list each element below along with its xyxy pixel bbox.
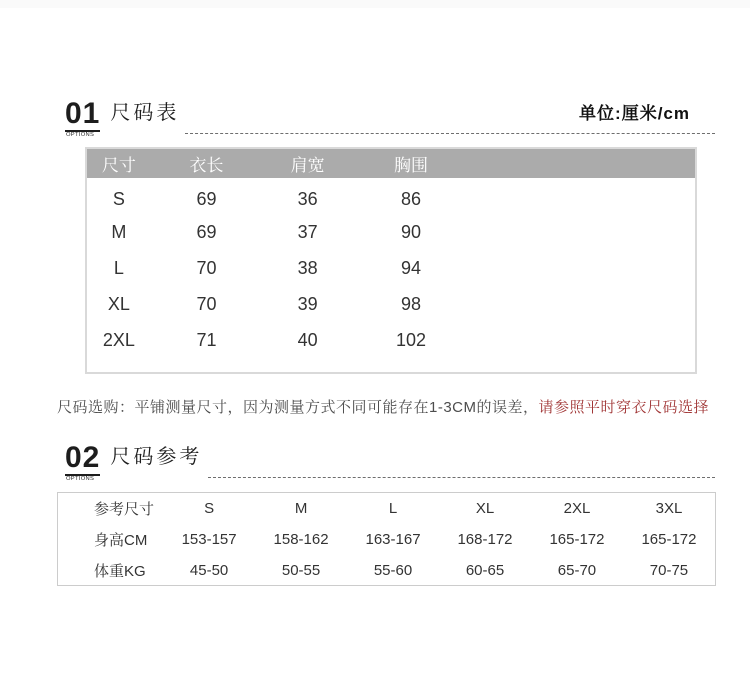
height-row-label: 身高CM xyxy=(94,532,148,549)
section-02-number-block xyxy=(65,441,101,482)
height-row xyxy=(58,524,715,555)
header-cell-bust: 胸围 xyxy=(394,156,429,175)
section-02-header xyxy=(65,440,715,482)
height-value: 165-172 xyxy=(641,531,697,548)
weight-value: 60-65 xyxy=(465,562,505,579)
ref-size-col: XL xyxy=(475,500,495,517)
height-value: 163-167 xyxy=(365,531,421,548)
ref-size-col: 2XL xyxy=(563,500,591,517)
weight-value: 65-70 xyxy=(557,562,597,579)
header-cell-shoulder: 肩宽 xyxy=(290,156,325,175)
height-value: 158-162 xyxy=(273,531,329,548)
cell-shoulder: 37 xyxy=(297,221,318,242)
height-value: 168-172 xyxy=(457,531,513,548)
cell-shoulder: 36 xyxy=(297,188,318,209)
section-01-caption: OPTIONS xyxy=(66,131,95,138)
size-reference-table xyxy=(57,492,716,586)
cell-bust: 94 xyxy=(401,257,422,278)
weight-value: 45-50 xyxy=(189,562,229,579)
cell-bust: 90 xyxy=(401,221,422,242)
cell-length: 71 xyxy=(196,329,217,350)
weight-value: 70-75 xyxy=(649,562,689,579)
section-01-title: 尺码表 xyxy=(110,102,180,124)
cell-size: XL xyxy=(107,293,130,314)
size-row-l xyxy=(87,250,695,286)
cell-length: 69 xyxy=(196,188,217,209)
section-01-header xyxy=(65,96,715,138)
size-chart-table xyxy=(85,147,697,374)
note-highlight: 请参照平时穿衣尺码选择 xyxy=(538,399,710,416)
cell-shoulder: 40 xyxy=(297,329,318,350)
top-divider-strip xyxy=(0,0,750,8)
cell-length: 70 xyxy=(196,293,217,314)
size-row-s xyxy=(87,178,695,214)
cell-bust: 98 xyxy=(401,293,422,314)
weight-row-label: 体重KG xyxy=(94,563,146,580)
ref-size-col: 3XL xyxy=(655,500,683,517)
cell-shoulder: 38 xyxy=(297,257,318,278)
cell-size: M xyxy=(111,221,127,242)
section-01-number: 01 xyxy=(65,97,101,130)
ref-size-col: M xyxy=(294,500,308,517)
cell-bust: 86 xyxy=(401,188,422,209)
size-row-xl xyxy=(87,286,695,322)
header-cell-length: 衣长 xyxy=(189,156,224,175)
ref-size-col: S xyxy=(204,500,215,517)
cell-shoulder: 39 xyxy=(297,293,318,314)
weight-value: 55-60 xyxy=(373,562,413,579)
section-01-number-block xyxy=(65,97,101,138)
header-cell-size: 尺寸 xyxy=(101,156,136,175)
size-table-header-row xyxy=(87,149,695,178)
cell-size: S xyxy=(112,188,125,209)
ref-size-col: L xyxy=(388,500,398,517)
section-01-divider-line xyxy=(185,133,715,134)
section-02-title: 尺码参考 xyxy=(110,446,203,468)
size-row-m xyxy=(87,214,695,250)
section-02-caption: OPTIONS xyxy=(66,475,95,482)
height-value: 165-172 xyxy=(549,531,605,548)
unit-label: 单位:厘米/cm xyxy=(579,104,690,123)
height-value: 153-157 xyxy=(181,531,237,548)
note-text: 尺码选购：平铺测量尺寸，因为测量方式不同可能存在1-3CM的误差， xyxy=(57,399,539,416)
section-02-number: 02 xyxy=(65,441,101,474)
weight-row xyxy=(58,555,715,586)
cell-size: L xyxy=(113,257,124,278)
reference-header-row xyxy=(58,493,715,524)
ref-label-header: 参考尺寸 xyxy=(94,501,155,518)
header-cell-filler xyxy=(469,149,695,178)
size-selection-note xyxy=(57,397,709,418)
size-row-2xl xyxy=(87,322,695,358)
cell-size: 2XL xyxy=(102,329,135,350)
cell-length: 69 xyxy=(196,221,217,242)
cell-length: 70 xyxy=(196,257,217,278)
cell-bust: 102 xyxy=(396,329,427,350)
weight-value: 50-55 xyxy=(281,562,321,579)
section-02-divider-line xyxy=(208,477,715,478)
